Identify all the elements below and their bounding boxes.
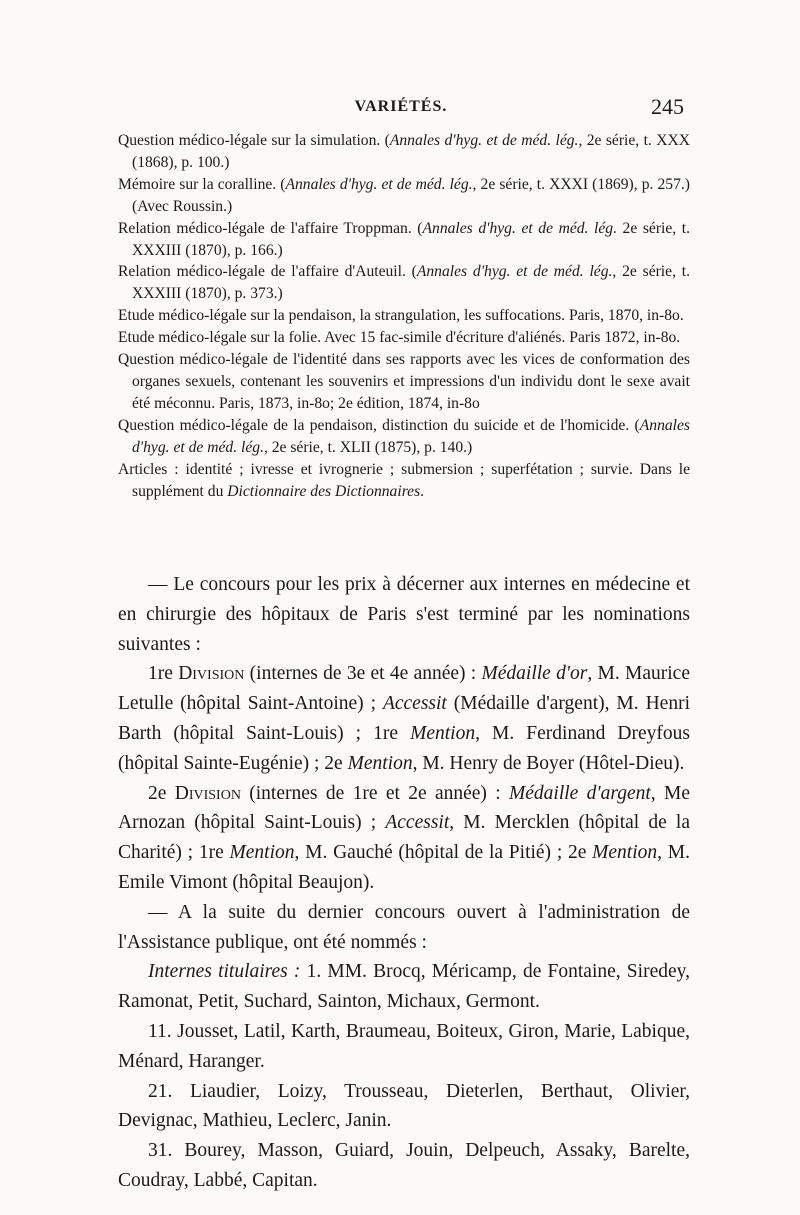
bibliography-entry: Question médico-légale de l'identité dans ses rapports avec les vices de conformation des organes sexuels, contenant les souvenirs et impressions d'un individu dont le sexe avait été méconnu. Paris, 1873, in-8o; 2e édition, 1874, in-8o (118, 351, 690, 412)
bibliography-entry: Question médico-légale de la pendaison, distinction du suicide et de l'homicide. (Annales d'hyg. et de méd. lég., 2e série, t. XLII (1875), p. 140.) (118, 416, 690, 456)
running-head: VARIÉTÉS. (354, 98, 448, 115)
bibliography-list (118, 130, 690, 502)
bibliography-entry: Etude médico-légale sur la folie. Avec 15 fac-simile d'écriture d'aliénés. Paris 1872, in-8o. (118, 329, 681, 347)
bibliography-entry: Etude médico-légale sur la pendaison, la strangulation, les suffocations. Paris, 1870, in-8o. (118, 307, 684, 325)
paragraph-list-21: 21. Liaudier, Loizy, Trousseau, Dieterlen, Berthaut, Olivier, Devignac, Mathieu, Leclerc, Janin. (118, 1080, 690, 1132)
paragraph-assistance: — A la suite du dernier concours ouvert à l'administration de l'Assistance publique, ont été nommés : (118, 901, 690, 953)
paragraph-concours: — Le concours pour les prix à décerner aux internes en médecine et en chirurgie des hôpitaux de Paris s'est terminé par les nominations suivantes : (118, 574, 690, 655)
paragraph-division-1: 1re Division (internes de 3e et 4e année) : Médaille d'or, M. Maurice Letulle (hôpital Saint-Antoine) ; Accessit (Médaille d'argent), M. Henri Barth (hôpital Saint-Louis) ; 1re Mention, M. Ferdinand Dreyfous (hôpital Sainte-Eugénie) ; 2e Mention, M. Henry de Boyer (Hôtel-Dieu). (118, 663, 690, 774)
paragraph-list-11: 11. Jousset, Latil, Karth, Braumeau, Boiteux, Giron, Marie, Labique, Ménard, Haranger. (118, 1020, 690, 1072)
page-number: 245 (651, 94, 684, 119)
bibliography-entry: Question médico-légale sur la simulation. (Annales d'hyg. et de méd. lég., 2e série, t. XXX (1868), p. 100.) (118, 132, 690, 171)
bibliography-entry: Relation médico-légale de l'affaire Troppman. (Annales d'hyg. et de méd. lég. 2e série, t. XXXIII (1870), p. 166.) (118, 219, 690, 259)
bibliography-entry: Articles : identité ; ivresse et ivrognerie ; submersion ; superfétation ; survie. Dans le supplément du Dictionnaire des Dictionnaires. (118, 460, 690, 500)
paragraph-list-31: 31. Bourey, Masson, Guiard, Jouin, Delpeuch, Assaky, Barelte, Coudray, Labbé, Capitan. (118, 1140, 690, 1191)
paragraph-division-2: 2e Division (internes de 1re et 2e année) : Médaille d'argent, Me Arnozan (hôpital Saint-Louis) ; Accessit, M. Mercklen (hôpital de la Charité) ; 1re Mention, M. Gauché (hôpital de la Pitié) ; 2e Mention, M. Emile Vimont (hôpital Beaujon). (118, 782, 691, 893)
page-header (118, 94, 684, 128)
body-text (118, 570, 690, 1196)
paragraph-internes-titulaires: Internes titulaires : 1. MM. Brocq, Méricamp, de Fontaine, Siredey, Ramonat, Petit, Suchard, Sainton, Michaux, Germont. (118, 961, 690, 1013)
bibliography-entry: Mémoire sur la coralline. (Annales d'hyg. et de méd. lég., 2e série, t. XXXI (1869), p. 257.) (Avec Roussin.) (118, 175, 690, 215)
bibliography-entry: Relation médico-légale de l'affaire d'Auteuil. (Annales d'hyg. et de méd. lég., 2e série, t. XXXIII (1870), p. 373.) (118, 263, 690, 303)
